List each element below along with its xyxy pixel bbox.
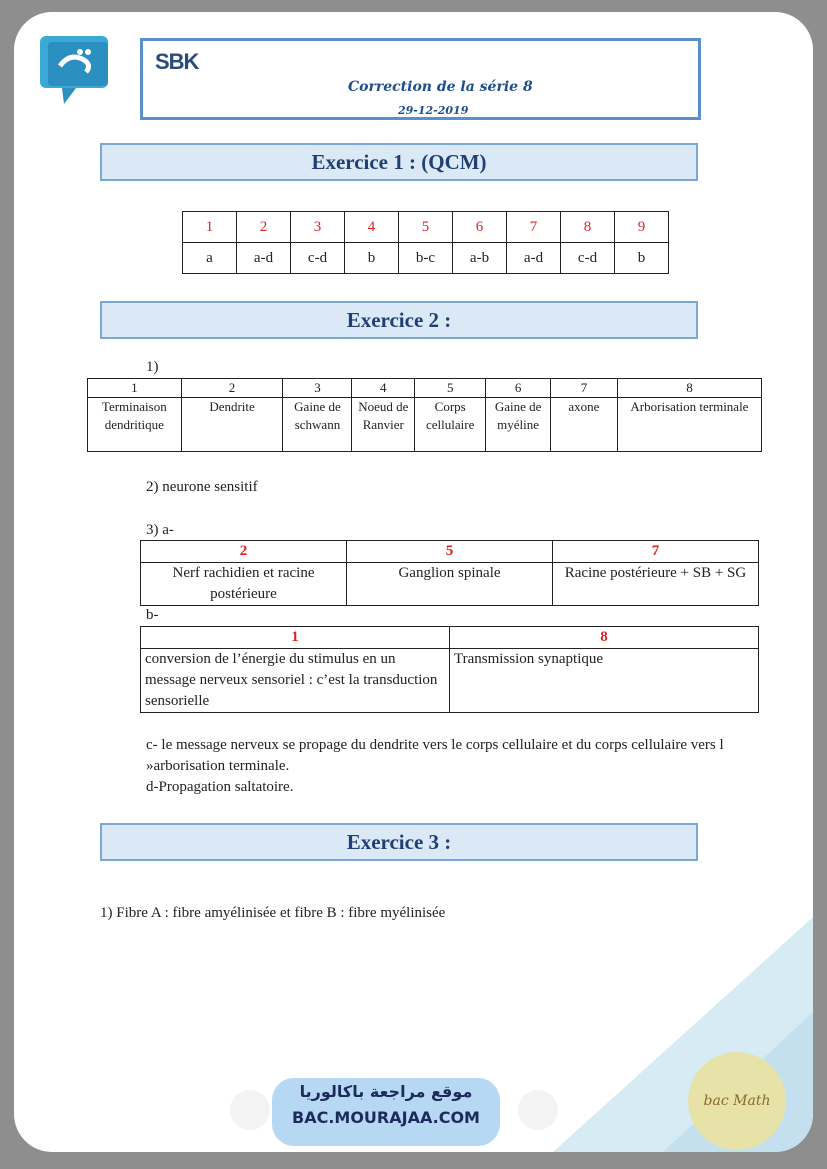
table-3a-name: Nerf rachidien et racine postérieure — [141, 563, 347, 606]
qcm-number: 8 — [561, 212, 615, 243]
exercise-3-banner: Exercice 3 : — [100, 823, 698, 861]
table-3a-number: 5 — [347, 541, 553, 563]
footer-right-logo-icon — [518, 1090, 558, 1130]
neuron-part-number: 3 — [283, 379, 352, 398]
table-3b-name: conversion de l’énergie du stimulus en un message nerveux sensoriel : c’est la transduction sensorielle — [141, 649, 450, 713]
qcm-answer: c-d — [561, 243, 615, 274]
footer-left-logo-icon — [230, 1090, 270, 1130]
question-1-label: 1) — [146, 359, 159, 375]
table-3a-numbers-row — [141, 541, 759, 563]
qcm-answer: b-c — [399, 243, 453, 274]
qcm-answer: b — [345, 243, 399, 274]
qcm-answers-row — [183, 243, 669, 274]
qcm-number: 4 — [345, 212, 399, 243]
neuron-part-number: 2 — [181, 379, 283, 398]
qcm-number: 9 — [615, 212, 669, 243]
question-2-answer: 2) neurone sensitif — [146, 479, 258, 495]
neuron-part-number: 4 — [352, 379, 415, 398]
question-3c-answer: c- le message nerveux se propage du dendrite vers le corps cellulaire et du corps cellulaire vers l »arborisation terminale. — [146, 737, 724, 774]
document-title: Correction de la série 8 — [348, 79, 533, 95]
site-logo-icon — [32, 22, 118, 112]
table-3a-names-row — [141, 563, 759, 606]
neuron-part-name: Noeud de Ranvier — [352, 398, 415, 452]
qcm-answer: c-d — [291, 243, 345, 274]
table-3b-number: 8 — [450, 627, 759, 649]
exercise-2-banner: Exercice 2 : — [100, 301, 698, 339]
qcm-number: 3 — [291, 212, 345, 243]
table-3b — [140, 626, 759, 713]
qcm-answer: a-d — [507, 243, 561, 274]
header-box — [140, 38, 701, 120]
qcm-answer: a — [183, 243, 237, 274]
neuron-part-number: 7 — [551, 379, 618, 398]
qcm-number: 1 — [183, 212, 237, 243]
neuron-part-name: Arborisation terminale — [617, 398, 761, 452]
qcm-answer: a-d — [237, 243, 291, 274]
brand-logo: SBK — [155, 49, 199, 74]
neuron-part-name: Gaine de myéline — [486, 398, 551, 452]
table-3b-names-row — [141, 649, 759, 713]
bac-math-badge: bac Math — [688, 1052, 786, 1150]
qcm-answer: a-b — [453, 243, 507, 274]
question-3d-answer: d-Propagation saltatoire. — [146, 779, 294, 795]
neuron-part-name: axone — [551, 398, 618, 452]
question-3a-label: 3) a- — [146, 522, 174, 538]
neuron-part-name: Gaine de schwann — [283, 398, 352, 452]
neuron-part-name: Dendrite — [181, 398, 283, 452]
table-3a — [140, 540, 759, 606]
qcm-number: 7 — [507, 212, 561, 243]
neuron-part-name: Terminaison dendritique — [88, 398, 182, 452]
table-3b-name: Transmission synaptique — [450, 649, 759, 713]
qcm-table — [182, 211, 669, 274]
table-3a-name: Ganglion spinale — [347, 563, 553, 606]
exercise-3-answer-1: 1) Fibre A : fibre amyélinisée et fibre B : fibre myélinisée — [100, 905, 446, 921]
footer-url-link[interactable]: BAC.MOURAJAA.COM — [292, 1108, 480, 1127]
table-3a-number: 2 — [141, 541, 347, 563]
neuron-part-number: 6 — [486, 379, 551, 398]
neuron-numbers-row — [88, 379, 762, 398]
neuron-parts-table — [87, 378, 762, 452]
qcm-number: 2 — [237, 212, 291, 243]
qcm-numbers-row — [183, 212, 669, 243]
table-3b-number: 1 — [141, 627, 450, 649]
neuron-part-number: 1 — [88, 379, 182, 398]
neuron-part-number: 5 — [415, 379, 486, 398]
table-3b-numbers-row — [141, 627, 759, 649]
question-3b-label: b- — [146, 607, 159, 623]
neuron-names-row — [88, 398, 762, 452]
neuron-part-name: Corps cellulaire — [415, 398, 486, 452]
exercise-1-banner: Exercice 1 : (QCM) — [100, 143, 698, 181]
table-3a-number: 7 — [553, 541, 759, 563]
table-3a-name: Racine postérieure + SB + SG — [553, 563, 759, 606]
qcm-answer: b — [615, 243, 669, 274]
document-date: 29-12-2019 — [398, 104, 469, 117]
neuron-part-number: 8 — [617, 379, 761, 398]
qcm-number: 6 — [453, 212, 507, 243]
qcm-number: 5 — [399, 212, 453, 243]
footer-arabic-text: موقع مراجعة باكالوريا — [299, 1082, 473, 1101]
